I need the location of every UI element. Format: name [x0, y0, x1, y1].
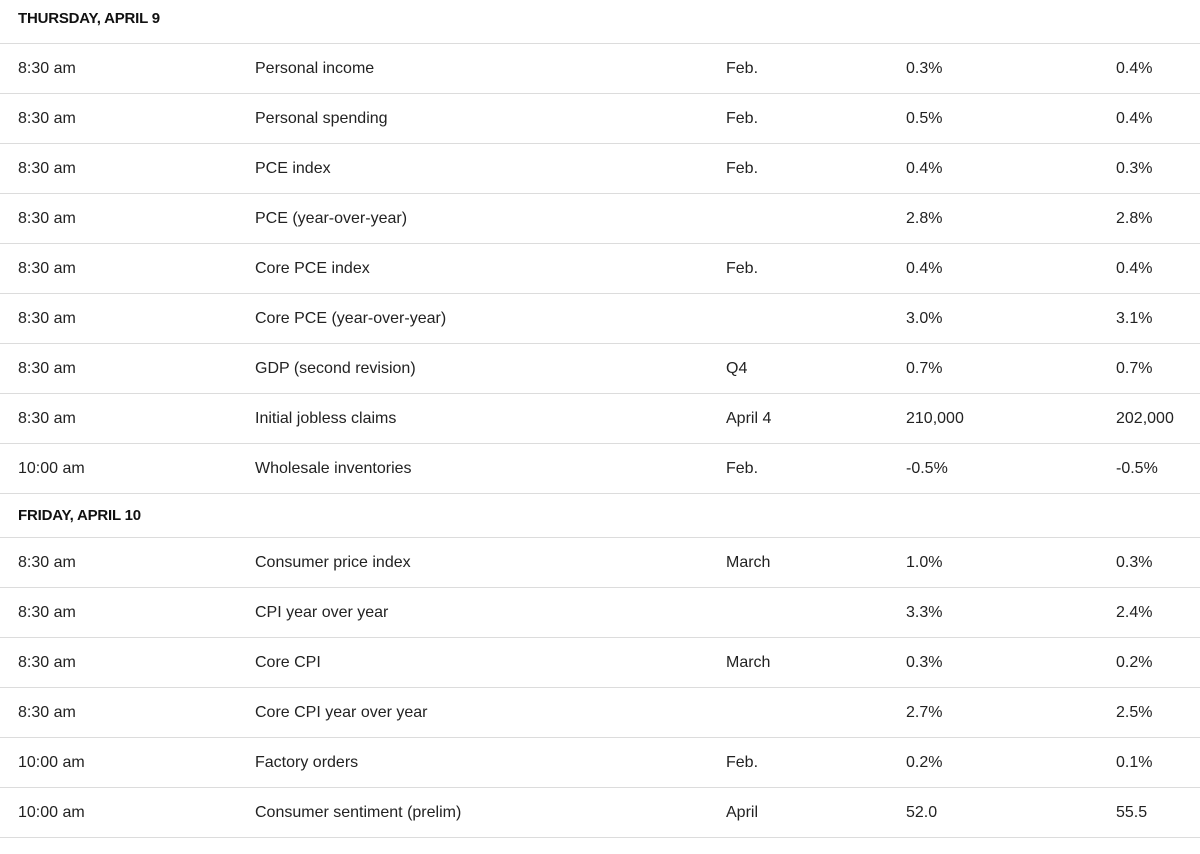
period-cell: Feb. [726, 459, 759, 477]
previous-cell: 0.3% [1116, 159, 1153, 177]
event-cell: CPI year over year [255, 603, 389, 621]
table-row [0, 194, 1200, 244]
time-cell: 8:30 am [18, 109, 76, 127]
table-row [0, 588, 1200, 638]
forecast-cell: 3.3% [906, 603, 943, 621]
forecast-cell: -0.5% [906, 459, 948, 477]
period-cell: April [726, 803, 759, 821]
time-cell: 10:00 am [18, 753, 85, 771]
period-cell: Feb. [726, 259, 759, 277]
period-cell: Feb. [726, 159, 759, 177]
table-row [0, 344, 1200, 394]
forecast-cell: 0.7% [906, 359, 943, 377]
table-row [0, 244, 1200, 294]
previous-cell: 55.5 [1116, 803, 1148, 821]
previous-cell: 0.2% [1116, 653, 1153, 671]
period-cell: Feb. [726, 59, 759, 77]
table-row [0, 394, 1200, 444]
time-cell: 8:30 am [18, 603, 76, 621]
forecast-cell: 1.0% [906, 553, 943, 571]
day-header-friday: FRIDAY, APRIL 10 [0, 494, 1200, 538]
period-cell: Feb. [726, 753, 759, 771]
table-row [0, 638, 1200, 688]
forecast-cell: 0.3% [906, 653, 943, 671]
table-row [0, 444, 1200, 494]
event-cell: Core PCE (year-over-year) [255, 309, 447, 327]
previous-cell: 0.7% [1116, 359, 1153, 377]
time-cell: 8:30 am [18, 59, 76, 77]
event-cell: Factory orders [255, 753, 359, 771]
event-cell: Core PCE index [255, 259, 370, 277]
previous-cell: 0.4% [1116, 259, 1153, 277]
table-row [0, 788, 1200, 838]
forecast-cell: 210,000 [906, 409, 964, 427]
table-row [0, 538, 1200, 588]
time-cell: 8:30 am [18, 159, 76, 177]
forecast-cell: 0.4% [906, 159, 943, 177]
event-cell: Core CPI year over year [255, 703, 428, 721]
time-cell: 10:00 am [18, 459, 85, 477]
time-cell: 8:30 am [18, 653, 76, 671]
table-row [0, 94, 1200, 144]
previous-cell: -0.5% [1116, 459, 1158, 477]
forecast-cell: 0.4% [906, 259, 943, 277]
time-cell: 8:30 am [18, 209, 76, 227]
event-cell: Consumer price index [255, 553, 411, 571]
forecast-cell: 3.0% [906, 309, 943, 327]
previous-cell: 0.1% [1116, 753, 1153, 771]
previous-cell: 202,000 [1116, 409, 1174, 427]
event-cell: Personal spending [255, 109, 388, 127]
period-cell: March [726, 653, 771, 671]
table-row [0, 44, 1200, 94]
period-cell: Feb. [726, 109, 759, 127]
event-cell: Initial jobless claims [255, 409, 397, 427]
forecast-cell: 0.3% [906, 59, 943, 77]
period-cell: March [726, 553, 771, 571]
forecast-cell: 2.8% [906, 209, 943, 227]
table-row [0, 294, 1200, 344]
event-cell: Wholesale inventories [255, 459, 412, 477]
event-cell: Core CPI [255, 653, 321, 671]
previous-cell: 0.3% [1116, 553, 1153, 571]
previous-cell: 0.4% [1116, 59, 1153, 77]
time-cell: 8:30 am [18, 309, 76, 327]
previous-cell: 2.4% [1116, 603, 1153, 621]
table-row [0, 144, 1200, 194]
event-cell: PCE (year-over-year) [255, 209, 408, 227]
event-cell: GDP (second revision) [255, 359, 416, 377]
time-cell: 8:30 am [18, 409, 76, 427]
previous-cell: 0.4% [1116, 109, 1153, 127]
previous-cell: 2.5% [1116, 703, 1153, 721]
event-cell: Consumer sentiment (prelim) [255, 803, 462, 821]
period-cell: April 4 [726, 409, 772, 427]
table-row [0, 738, 1200, 788]
previous-cell: 3.1% [1116, 309, 1153, 327]
day-header-thursday: THURSDAY, APRIL 9 [0, 0, 1200, 44]
previous-cell: 2.8% [1116, 209, 1153, 227]
forecast-cell: 0.5% [906, 109, 943, 127]
time-cell: 8:30 am [18, 703, 76, 721]
forecast-cell: 0.2% [906, 753, 943, 771]
time-cell: 8:30 am [18, 553, 76, 571]
time-cell: 8:30 am [18, 259, 76, 277]
event-cell: Personal income [255, 59, 375, 77]
forecast-cell: 52.0 [906, 803, 938, 821]
forecast-cell: 2.7% [906, 703, 943, 721]
time-cell: 10:00 am [18, 803, 85, 821]
event-cell: PCE index [255, 159, 331, 177]
period-cell: Q4 [726, 359, 748, 377]
table-row [0, 688, 1200, 738]
time-cell: 8:30 am [18, 359, 76, 377]
